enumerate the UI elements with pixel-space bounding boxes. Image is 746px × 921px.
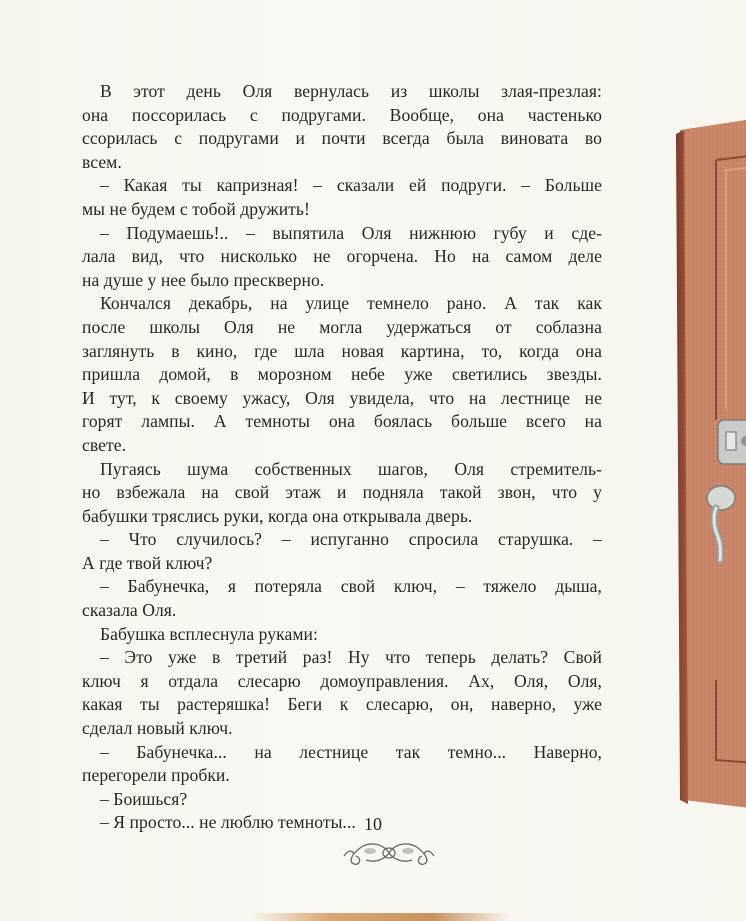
text-line: свете. — [82, 434, 127, 455]
text-line: лала вид, что нисколько не огорчена. Но на самом деле — [82, 246, 602, 267]
text-line: мы не будем с тобой дружить! — [82, 198, 310, 219]
text-line: сказала Оля. — [82, 600, 177, 621]
text-line: после школы Оля не могла удержаться от соблазна — [82, 316, 602, 337]
scroll-ornament-icon — [340, 836, 438, 870]
text-line: Кончался декабрь, на улице темнело рано. А так как — [100, 293, 602, 314]
text-line: Пугаясь шума собственных шагов, Оля стремитель- — [100, 458, 602, 479]
text-line: А где твой ключ? — [82, 552, 213, 573]
text-line: – Бабунечка... на лестнице так темно... Наверно, — [100, 741, 602, 762]
text-line: В этот день Оля вернулась из школы злая-презлая: — [100, 81, 602, 101]
text-line: – Я просто... не люблю темноты... — [100, 812, 356, 833]
text-line: ссорилась с подругами и почти всегда была виновата во — [82, 128, 602, 149]
text-line: заглянуть в кино, где шла новая картина, то, когда она — [82, 340, 602, 361]
text-line: – Подумаешь!.. – выпятила Оля нижнюю губу и сде- — [100, 222, 602, 243]
text-line: И тут, к своему ужасу, Оля увидела, что на лестнице не — [82, 387, 602, 408]
text-line: всем. — [82, 151, 122, 172]
text-line: горят лампы. А темноты она боялась больше всего на — [82, 411, 602, 432]
text-line: – Это уже в третий раз! Ну что теперь делать? Свой — [100, 647, 602, 668]
text-line: бабушки тряслись руки, когда она открывала дверь. — [82, 505, 473, 526]
text-line: на душе у нее было прескверно. — [82, 269, 325, 290]
text-line: – Какая ты капризная! – сказали ей подруги. – Больше — [100, 175, 602, 196]
bottom-edge-decoration — [250, 913, 510, 921]
text-line: какая ты растеряшка! Беги к слесарю, он, наверно, уже — [82, 694, 602, 715]
door-illustration — [676, 120, 746, 810]
page-number: 10 — [364, 814, 382, 834]
story-text — [82, 80, 602, 835]
text-line: сделал новый ключ. — [82, 718, 233, 739]
text-line: ключ я отдала слесарю домоуправления. Ах, Оля, Оля, — [82, 670, 602, 691]
text-line: – Боишься? — [100, 788, 188, 809]
text-line: она поссорилась с подругами. Вообще, она частенько — [82, 104, 602, 125]
text-line: – Что случилось? – испуганно спросила старушка. – — [100, 529, 602, 550]
text-line: Бабушка всплеснула руками: — [100, 623, 318, 644]
text-line: но взбежала на свой этаж и подняла такой звон, что у — [82, 482, 602, 503]
text-line: перегорели пробки. — [82, 765, 230, 786]
text-line: пришла домой, в морозном небе уже светились звезды. — [82, 364, 602, 385]
text-line: – Бабунечка, я потеряла свой ключ, – тяжело дыша, — [100, 576, 602, 597]
